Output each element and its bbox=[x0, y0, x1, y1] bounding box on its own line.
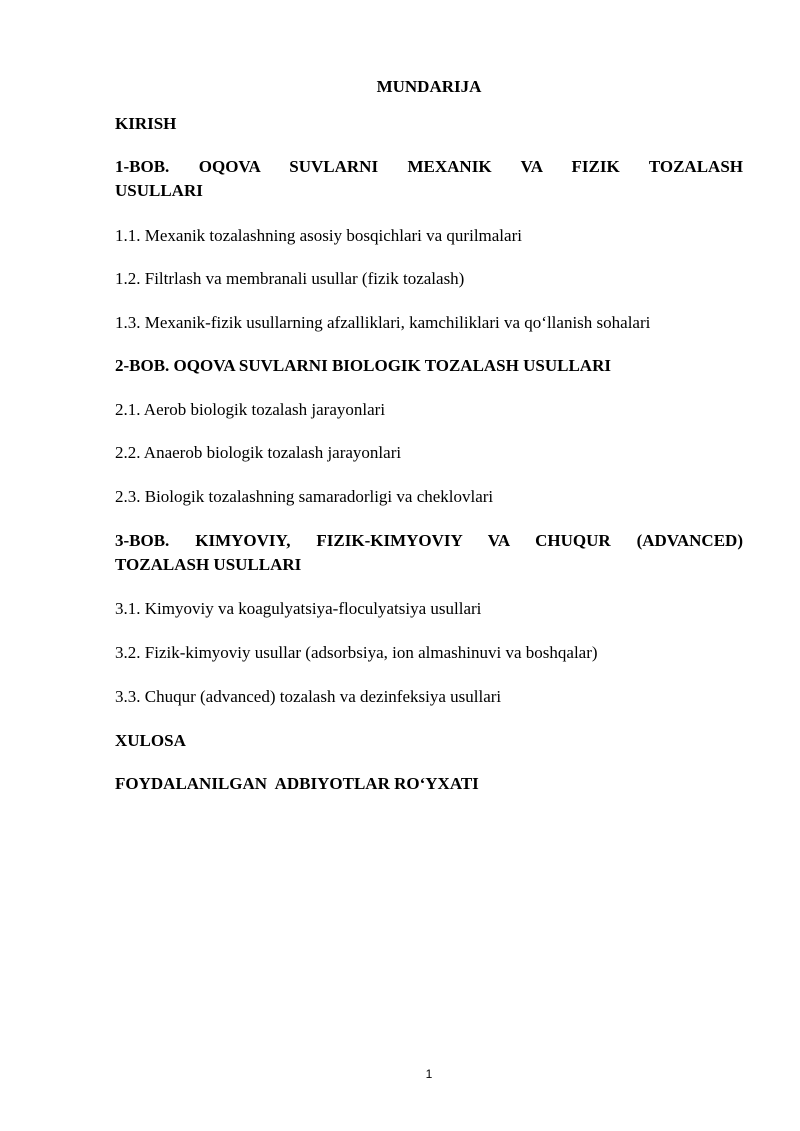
toc-entry-3-1: 3.1. Kimyoviy va koagulyatsiya-floculyatsiya usullari bbox=[115, 599, 482, 618]
toc-entry-chapter-2: 2-BOB. OQOVA SUVLARNI BIOLOGIK TOZALASH USULLARI bbox=[115, 356, 611, 375]
toc-entry-chapter-1 bbox=[115, 155, 743, 203]
toc-entry-chapter-3-line-1: 3-BOB. KIMYOVIY, FIZIK-KIMYOVIY VA CHUQUR (ADVANCED) bbox=[115, 531, 743, 550]
toc-entry-1-3: 1.3. Mexanik-fizik usullarning afzalliklari, kamchiliklari va qo‘llanish sohalari bbox=[115, 313, 651, 332]
toc-entry-2-3: 2.3. Biologik tozalashning samaradorligi va cheklovlari bbox=[115, 487, 494, 506]
toc-entry-chapter-1-line-1: 1-BOB. OQOVA SUVLARNI MEXANIK VA FIZIK TOZALASH bbox=[115, 157, 743, 176]
toc-entry-1-2: 1.2. Filtrlash va membranali usullar (fizik tozalash) bbox=[115, 269, 465, 288]
toc-entry-2-1: 2.1. Aerob biologik tozalash jarayonlari bbox=[115, 400, 386, 419]
page-number: 1 bbox=[425, 1067, 433, 1081]
page-title: MUNDARIJA bbox=[376, 77, 482, 96]
toc-entry-3-2: 3.2. Fizik-kimyoviy usullar (adsorbsiya, ion almashinuvi va boshqalar) bbox=[115, 643, 598, 662]
toc-entry-xulosa: XULOSA bbox=[115, 731, 186, 750]
toc-entry-chapter-1-line-2: USULLARI bbox=[115, 181, 203, 200]
toc-entry-1-1: 1.1. Mexanik tozalashning asosiy bosqichlari va qurilmalari bbox=[115, 226, 522, 245]
toc-entry-2-2: 2.2. Anaerob biologik tozalash jarayonlari bbox=[115, 443, 402, 462]
toc-entry-chapter-3-line-2: TOZALASH USULLARI bbox=[115, 555, 302, 574]
toc-entry-3-3: 3.3. Chuqur (advanced) tozalash va dezinfeksiya usullari bbox=[115, 687, 502, 706]
toc-entry-kirish: KIRISH bbox=[115, 114, 177, 133]
toc-entry-references: FOYDALANILGAN ADBIYOTLAR RO‘YXATI bbox=[115, 774, 479, 793]
toc-entry-chapter-3 bbox=[115, 529, 743, 577]
